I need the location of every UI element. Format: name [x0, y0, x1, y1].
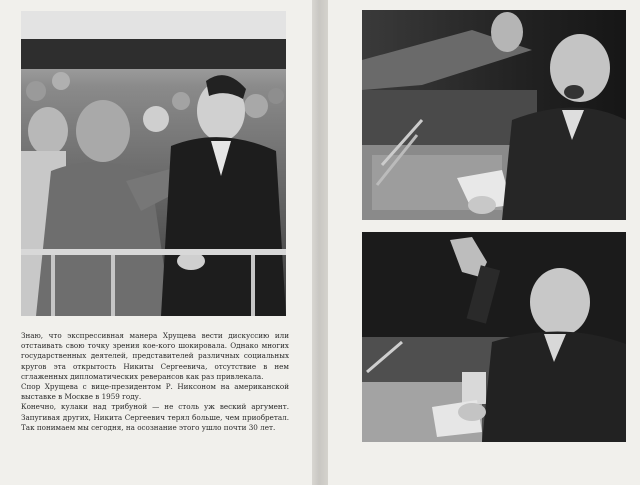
- caption-text: [21, 331, 289, 433]
- book-gutter: [312, 0, 328, 485]
- photo-khrushchev-shouting: [362, 10, 626, 220]
- photo-khrushchev-fist: [362, 232, 626, 442]
- caption-paragraph-1: Знаю, что экспрессивная манера Хрущева вести дискуссию или отстаивать свою точку зрения кое-кого шокировала. Однако многих государственных деятелей, представителей различных социальных кругов эта открытость Никиты Сергеевича, отсутствие в нем сглаженных дипломатических реверансов как раз привлекала.: [21, 331, 289, 381]
- photo-khrushchev-fist-image: [362, 232, 626, 442]
- caption-paragraph-2: Спор Хрущева с вице-президентом Р. Никсоном на американской выставке в Москве в 1959 году.: [21, 382, 289, 402]
- photo-khrushchev-nixon: [21, 11, 286, 316]
- caption-paragraph-3: Конечно, кулаки над трибуной — не столь уж веский аргумент. Запугивая других, Никита Сергеевич терял больше, чем приобретал. Так понимаем мы сегодня, на осознание этого ушло почти 30 лет.: [21, 402, 289, 432]
- photo-khrushchev-nixon-image: [21, 11, 286, 316]
- photo-khrushchev-shouting-image: [362, 10, 626, 220]
